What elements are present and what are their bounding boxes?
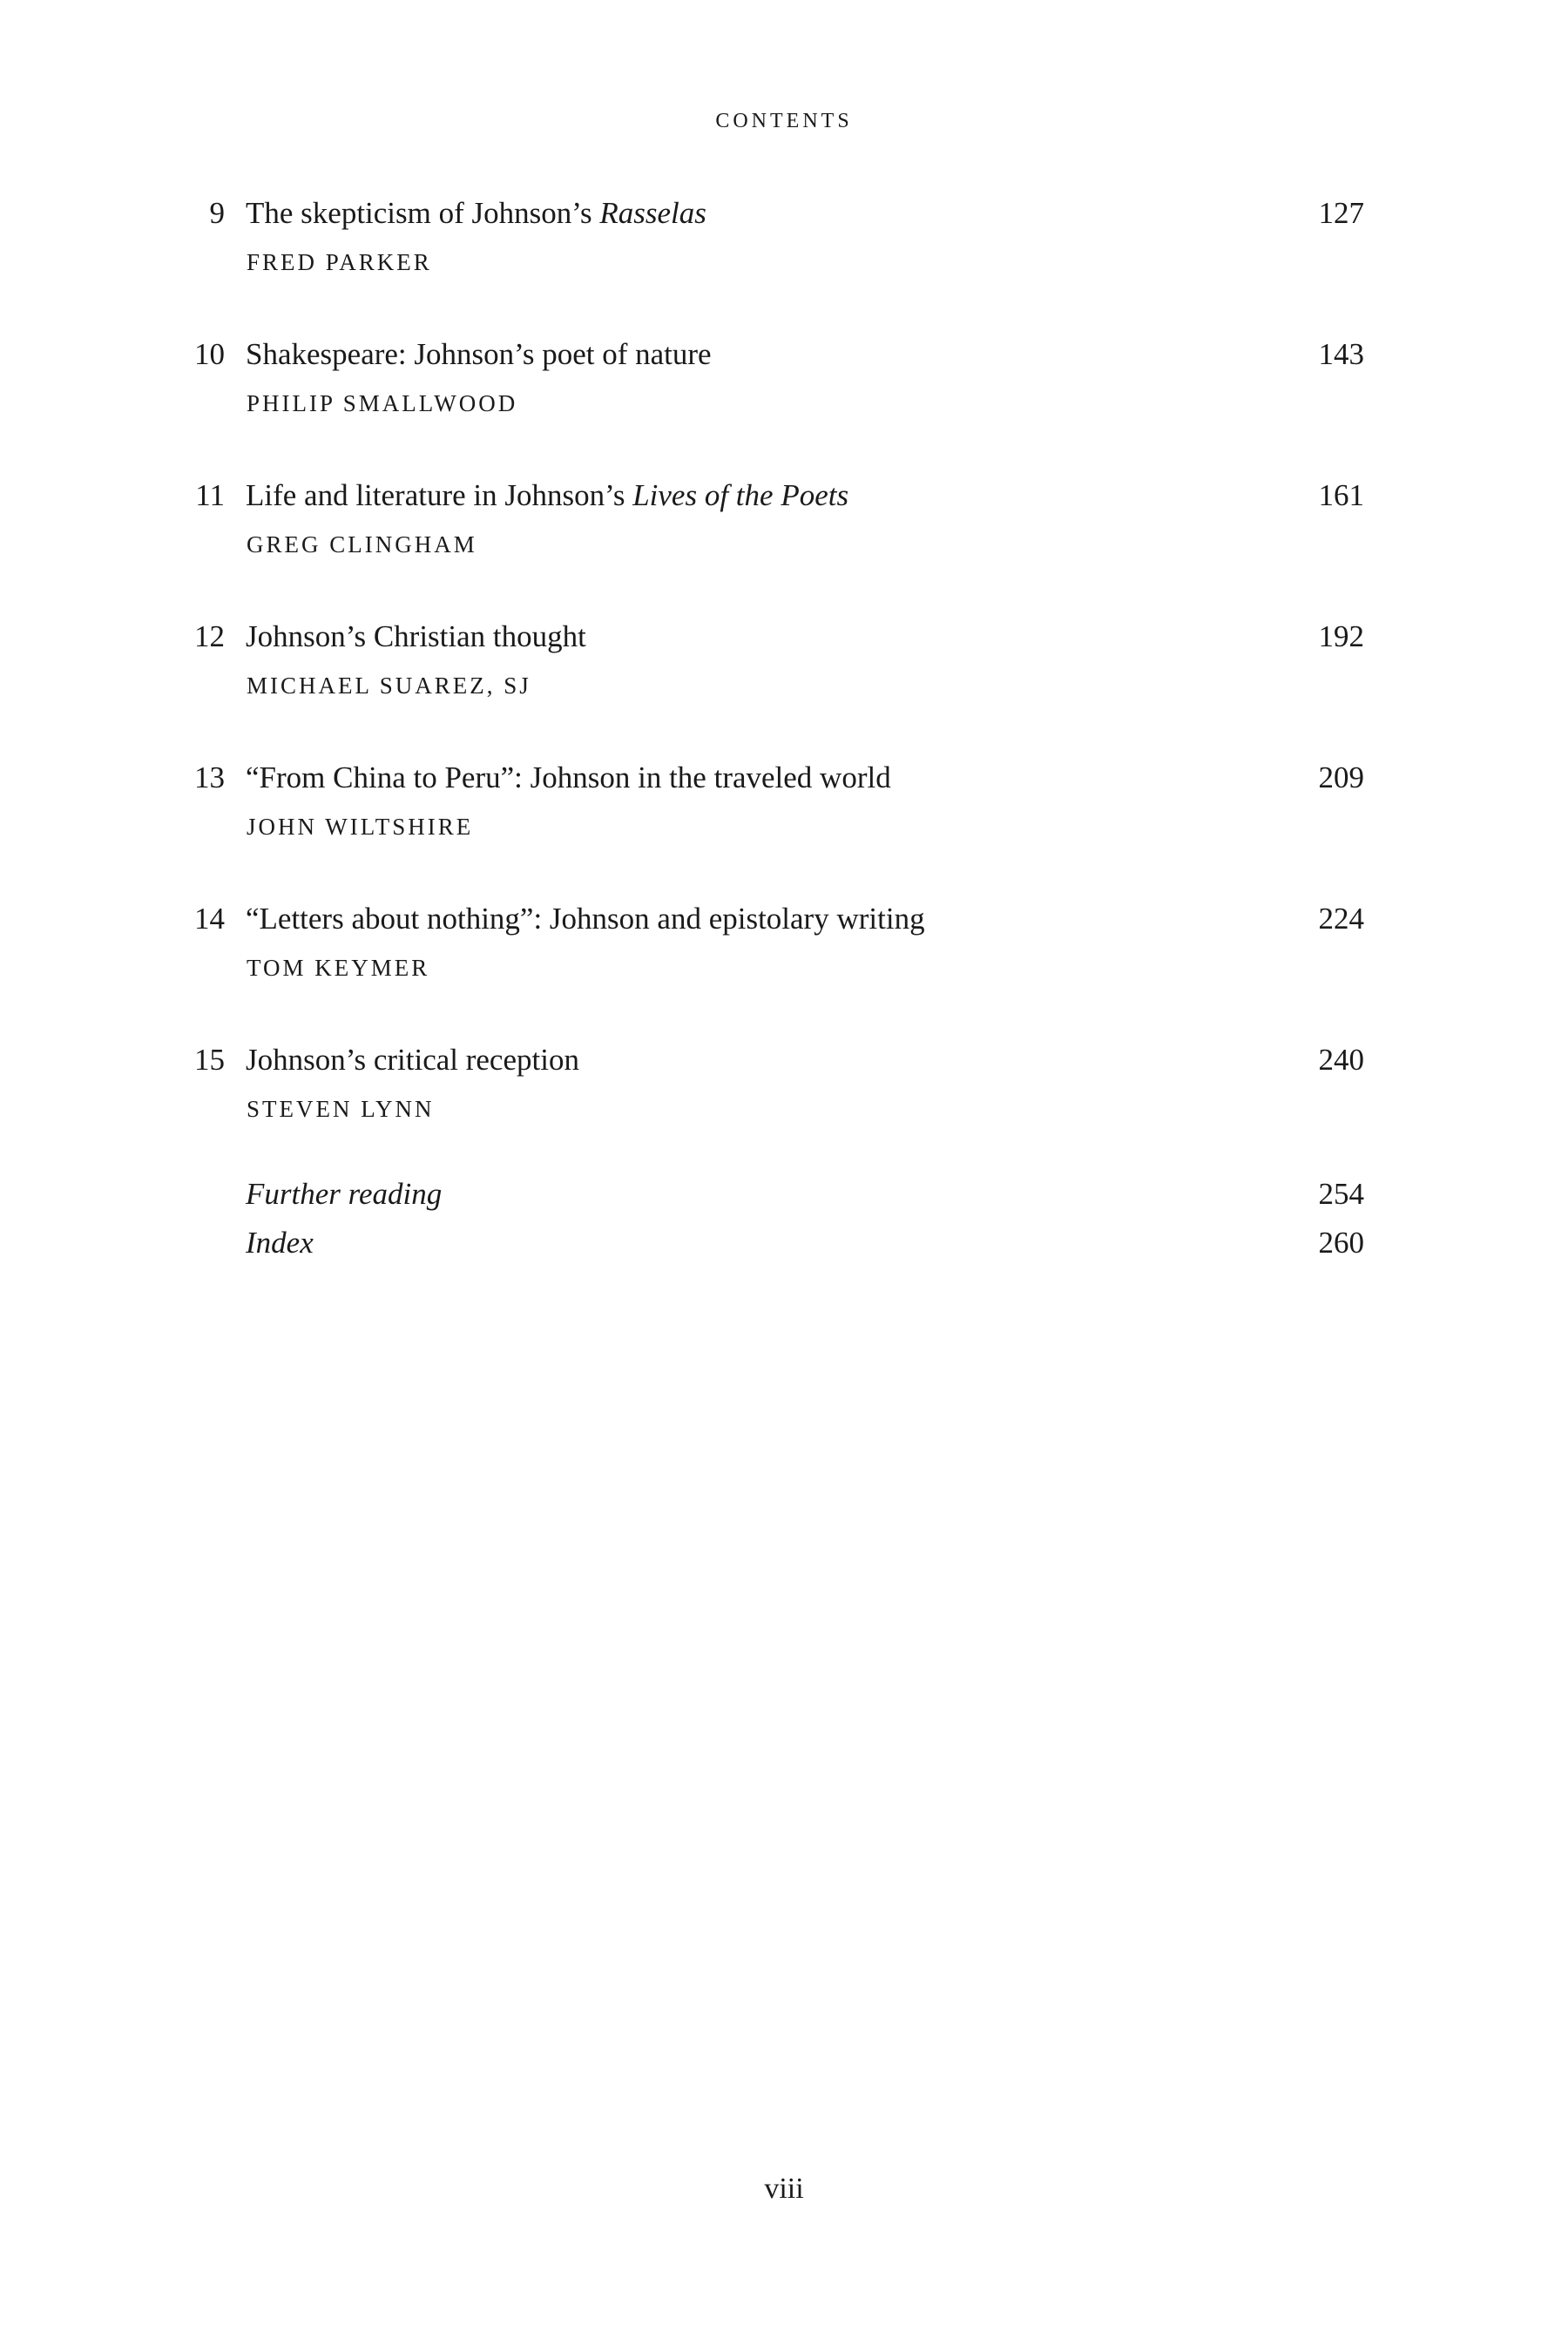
back-matter-page-number: 254	[1318, 1177, 1364, 1211]
chapter-page-number: 192	[1318, 619, 1364, 653]
chapter-page-number: 240	[1318, 1043, 1364, 1077]
chapter-title	[246, 193, 706, 233]
toc-entry	[0, 899, 1568, 1040]
chapter-title	[246, 899, 925, 939]
chapter-page-number: 127	[1318, 196, 1364, 230]
chapter-author: PHILIP SMALLWOOD	[247, 390, 518, 416]
toc-entry	[0, 758, 1568, 899]
chapter-number: 9	[209, 196, 225, 230]
chapter-page-number: 209	[1318, 760, 1364, 794]
chapter-title-italic: Rasselas	[599, 196, 706, 230]
chapter-title-text: The skepticism of Johnson’s	[246, 196, 600, 230]
chapter-number: 14	[194, 902, 225, 936]
chapter-author: MICHAEL SUAREZ, SJ	[247, 672, 531, 699]
toc-entry	[0, 476, 1568, 617]
chapter-number: 10	[194, 337, 225, 371]
chapter-title-text: “Letters about nothing”: Johnson and epistolary writing	[246, 902, 925, 936]
chapter-page-number: 224	[1318, 902, 1364, 936]
chapter-author: JOHN WILTSHIRE	[247, 814, 474, 840]
back-matter-entry	[0, 1223, 1568, 1272]
chapter-title	[246, 1040, 579, 1080]
chapter-title-italic: Lives of the Poets	[632, 478, 849, 512]
running-head: CONTENTS	[715, 110, 853, 132]
toc-entry	[0, 617, 1568, 758]
back-matter	[0, 1174, 1568, 1272]
chapter-title-text: “From China to Peru”: Johnson in the traveled world	[246, 760, 891, 794]
toc-entry	[0, 193, 1568, 335]
back-matter-page-number: 260	[1318, 1226, 1364, 1260]
chapter-title	[246, 758, 891, 798]
chapter-title-text: Johnson’s Christian thought	[246, 619, 586, 653]
chapter-author: FRED PARKER	[247, 249, 432, 275]
chapter-number: 13	[194, 760, 225, 794]
back-matter-entry	[0, 1174, 1568, 1223]
chapter-page-number: 161	[1318, 478, 1364, 512]
chapter-title	[246, 617, 586, 657]
back-matter-title: Index	[246, 1226, 314, 1260]
page-folio: viii	[764, 2173, 804, 2205]
toc-entry	[0, 335, 1568, 476]
chapter-title	[246, 335, 712, 375]
chapter-author: TOM KEYMER	[247, 955, 430, 981]
chapter-title	[246, 476, 848, 516]
chapter-number: 11	[195, 478, 225, 512]
chapter-title-text: Life and literature in Johnson’s	[246, 478, 633, 512]
chapter-author: GREG CLINGHAM	[247, 531, 477, 558]
chapter-title-text: Johnson’s critical reception	[246, 1043, 579, 1077]
table-of-contents	[0, 193, 1568, 1181]
chapter-title-text: Shakespeare: Johnson’s poet of nature	[246, 337, 712, 371]
chapter-number: 15	[194, 1043, 225, 1077]
chapter-author: STEVEN LYNN	[247, 1096, 435, 1122]
back-matter-title: Further reading	[246, 1177, 443, 1211]
chapter-page-number: 143	[1318, 337, 1364, 371]
toc-entry	[0, 1040, 1568, 1181]
chapter-number: 12	[194, 619, 225, 653]
